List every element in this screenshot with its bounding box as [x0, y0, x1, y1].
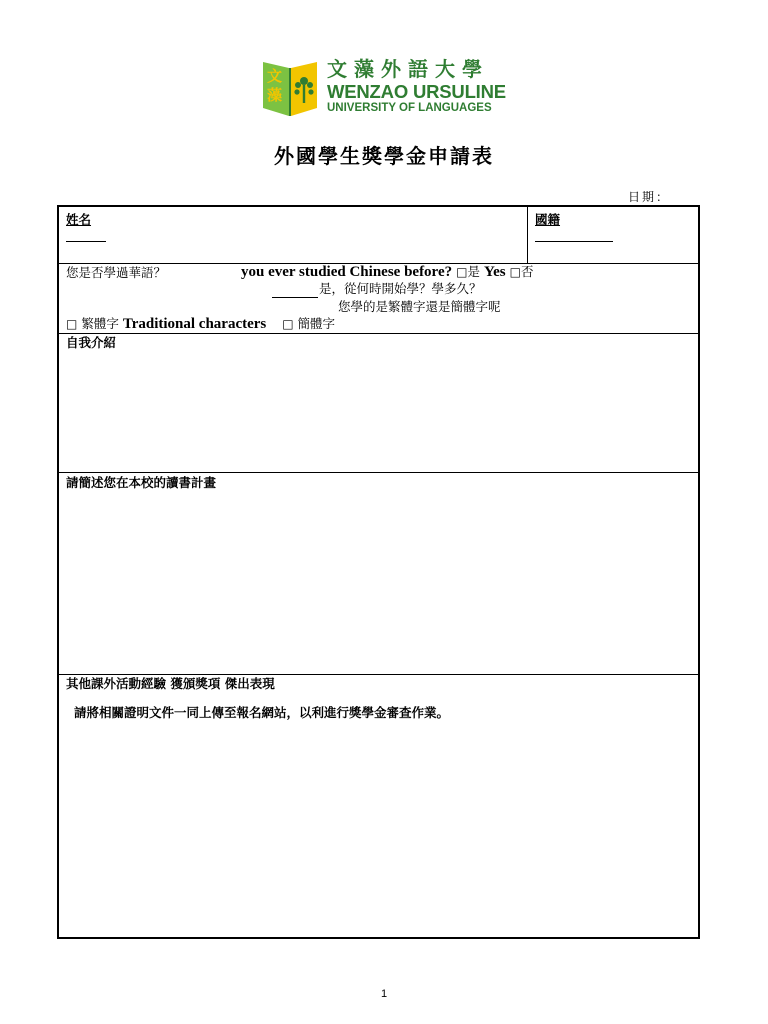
- emblem-char-top: 文: [267, 67, 283, 85]
- application-form-table: [57, 205, 700, 939]
- chinese-study-question-en: [241, 264, 533, 280]
- question-cn: 您是否學過華語？: [66, 265, 167, 280]
- activities-note: 請將相關證明文件一同上傳至報名網站，以利進行獎學金審查作業。: [74, 705, 450, 720]
- page-number: 1: [380, 988, 388, 1000]
- yes-en-label: Yes: [483, 264, 506, 280]
- self-intro-area[interactable]: [59, 334, 698, 472]
- nationality-label: 國籍: [535, 212, 561, 227]
- logo-english-line1: WENZAO URSULINE: [327, 81, 506, 102]
- self-intro-label: 自我介紹: [66, 335, 117, 350]
- yes-checkbox[interactable]: □: [456, 265, 468, 279]
- followup-blank-line[interactable]: [272, 297, 318, 298]
- traditional-checkbox[interactable]: □: [66, 317, 78, 331]
- university-logo: [263, 58, 513, 116]
- logo-english-line2: UNIVERSITY OF LANGUAGES: [327, 102, 492, 114]
- name-nationality-divider: [527, 207, 528, 263]
- form-title: 外國學生獎學金申請表: [274, 144, 494, 168]
- activities-area[interactable]: [59, 727, 698, 937]
- logo-chinese-name: 文藻外語大學: [327, 57, 489, 81]
- chinese-study-question: [66, 265, 166, 281]
- simplified-checkbox[interactable]: □: [282, 317, 294, 331]
- yes-cn-label: 是: [467, 264, 480, 279]
- study-plan-label: 請簡述您在本校的讀書計畫: [66, 475, 217, 490]
- study-plan-area[interactable]: [59, 473, 698, 674]
- simplified-cn-label: 簡體字: [297, 316, 336, 331]
- traditional-en-label: Traditional characters: [122, 316, 267, 332]
- name-label: 姓名: [66, 212, 92, 227]
- traditional-cn-label: 繁體字: [81, 316, 119, 331]
- script-question: 您學的是繁體字還是簡體字呢: [338, 299, 501, 314]
- no-cn-label: 否: [520, 264, 534, 279]
- date-label: 日期：: [628, 190, 671, 204]
- row-divider-4: [59, 674, 698, 675]
- script-options: [66, 316, 335, 332]
- emblem-char-bottom: 藻: [267, 86, 283, 104]
- followup-question: 是，從何時開始學？學多久？: [319, 281, 482, 296]
- nationality-input-line[interactable]: [535, 241, 613, 242]
- no-checkbox[interactable]: □: [509, 265, 521, 279]
- activities-label: 其他課外活動經驗 獲頒獎項 傑出表現: [66, 676, 275, 691]
- question-en: you ever studied Chinese before?: [241, 264, 453, 280]
- name-input-line[interactable]: [66, 241, 106, 242]
